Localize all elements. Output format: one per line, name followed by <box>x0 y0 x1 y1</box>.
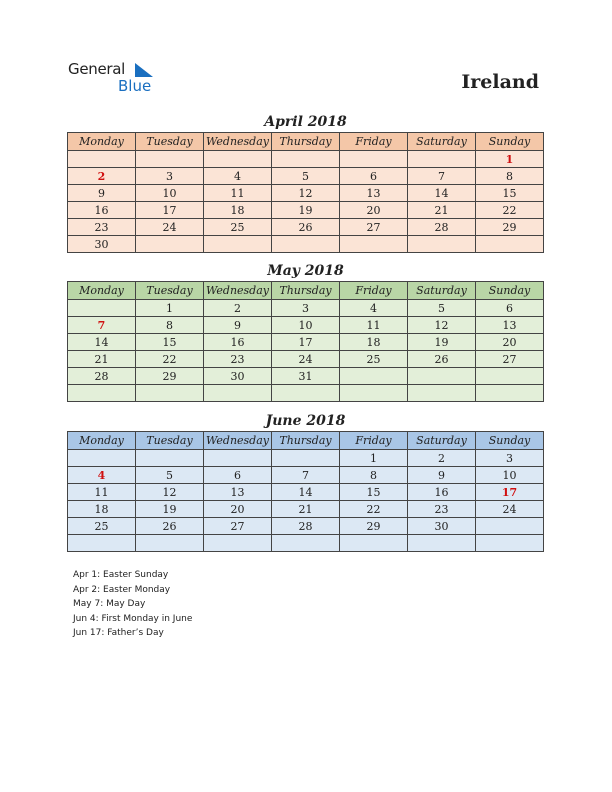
logo-triangle-icon <box>135 63 153 77</box>
day-cell: 5 <box>272 168 340 185</box>
empty-day-cell <box>272 535 340 552</box>
day-cell: 20 <box>340 202 408 219</box>
week-row <box>68 467 544 484</box>
week-row <box>68 185 544 202</box>
empty-day-cell <box>408 151 476 168</box>
empty-day-cell <box>68 385 136 402</box>
day-cell: 25 <box>68 518 136 535</box>
empty-day-cell <box>68 300 136 317</box>
day-cell: 2 <box>204 300 272 317</box>
day-cell: 11 <box>204 185 272 202</box>
day-cell: 30 <box>204 368 272 385</box>
weekday-header: Monday <box>68 432 136 450</box>
day-cell: 18 <box>68 501 136 518</box>
day-cell: 6 <box>340 168 408 185</box>
day-cell: 7 <box>408 168 476 185</box>
day-cell: 21 <box>272 501 340 518</box>
day-cell: 26 <box>272 219 340 236</box>
week-row <box>68 317 544 334</box>
day-cell: 16 <box>68 202 136 219</box>
empty-day-cell <box>476 535 544 552</box>
month-title: May 2018 <box>267 263 344 279</box>
day-cell: 22 <box>136 351 204 368</box>
day-cell: 3 <box>136 168 204 185</box>
empty-day-cell <box>476 236 544 253</box>
week-row <box>68 484 544 501</box>
weekday-header: Thursday <box>272 432 340 450</box>
day-cell: 27 <box>204 518 272 535</box>
day-cell: 18 <box>340 334 408 351</box>
day-cell: 10 <box>272 317 340 334</box>
day-cell: 14 <box>272 484 340 501</box>
day-cell: 10 <box>476 467 544 484</box>
day-cell: 12 <box>272 185 340 202</box>
day-cell: 19 <box>408 334 476 351</box>
weekday-header-row <box>68 432 544 450</box>
week-row <box>68 385 544 402</box>
day-cell: 26 <box>408 351 476 368</box>
day-cell: 28 <box>408 219 476 236</box>
day-cell: 13 <box>340 185 408 202</box>
day-cell: 4 <box>340 300 408 317</box>
empty-day-cell <box>476 385 544 402</box>
day-cell: 25 <box>204 219 272 236</box>
weekday-header: Friday <box>340 133 408 151</box>
weekday-header: Thursday <box>272 282 340 300</box>
weekday-header: Tuesday <box>136 133 204 151</box>
empty-day-cell <box>204 535 272 552</box>
day-cell: 11 <box>68 484 136 501</box>
day-cell: 12 <box>136 484 204 501</box>
week-row <box>68 151 544 168</box>
day-cell: 13 <box>204 484 272 501</box>
day-cell: 19 <box>272 202 340 219</box>
day-cell: 13 <box>476 317 544 334</box>
day-cell: 23 <box>68 219 136 236</box>
empty-day-cell <box>204 450 272 467</box>
day-cell: 5 <box>408 300 476 317</box>
empty-day-cell <box>272 151 340 168</box>
weekday-header: Friday <box>340 432 408 450</box>
day-cell: 17 <box>476 484 544 501</box>
day-cell: 16 <box>408 484 476 501</box>
day-cell: 24 <box>136 219 204 236</box>
empty-day-cell <box>204 385 272 402</box>
empty-day-cell <box>204 151 272 168</box>
holiday-notes <box>73 568 192 641</box>
weekday-header-row <box>68 133 544 151</box>
weekday-header: Saturday <box>408 432 476 450</box>
day-cell: 1 <box>136 300 204 317</box>
holiday-note: Apr 1: Easter Sunday <box>73 570 169 580</box>
week-row <box>68 219 544 236</box>
day-cell: 3 <box>476 450 544 467</box>
empty-day-cell <box>68 535 136 552</box>
day-cell: 6 <box>204 467 272 484</box>
empty-day-cell <box>272 385 340 402</box>
day-cell: 30 <box>408 518 476 535</box>
day-cell: 29 <box>340 518 408 535</box>
day-cell: 20 <box>204 501 272 518</box>
holiday-note: May 7: May Day <box>73 599 146 609</box>
month-grid <box>67 132 544 253</box>
day-cell: 26 <box>136 518 204 535</box>
empty-day-cell <box>476 518 544 535</box>
day-cell: 24 <box>272 351 340 368</box>
week-row <box>68 351 544 368</box>
day-cell: 15 <box>476 185 544 202</box>
general-blue-logo <box>68 60 168 96</box>
day-cell: 25 <box>340 351 408 368</box>
empty-day-cell <box>136 151 204 168</box>
day-cell: 7 <box>272 467 340 484</box>
empty-day-cell <box>408 385 476 402</box>
empty-day-cell <box>340 236 408 253</box>
day-cell: 14 <box>68 334 136 351</box>
empty-day-cell <box>340 385 408 402</box>
empty-day-cell <box>68 151 136 168</box>
day-cell: 7 <box>68 317 136 334</box>
empty-day-cell <box>68 450 136 467</box>
day-cell: 4 <box>68 467 136 484</box>
day-cell: 27 <box>340 219 408 236</box>
day-cell: 10 <box>136 185 204 202</box>
calendar-may <box>67 261 544 402</box>
empty-day-cell <box>136 385 204 402</box>
day-cell: 19 <box>136 501 204 518</box>
weekday-header: Thursday <box>272 133 340 151</box>
week-row <box>68 535 544 552</box>
day-cell: 22 <box>476 202 544 219</box>
weekday-header: Sunday <box>476 282 544 300</box>
day-cell: 5 <box>136 467 204 484</box>
week-row <box>68 300 544 317</box>
day-cell: 15 <box>340 484 408 501</box>
empty-day-cell <box>136 535 204 552</box>
day-cell: 1 <box>476 151 544 168</box>
week-row <box>68 450 544 467</box>
empty-day-cell <box>340 151 408 168</box>
logo-text-general: General <box>68 60 126 78</box>
day-cell: 28 <box>68 368 136 385</box>
day-cell: 12 <box>408 317 476 334</box>
day-cell: 2 <box>68 168 136 185</box>
empty-day-cell <box>136 236 204 253</box>
weekday-header: Wednesday <box>204 282 272 300</box>
empty-day-cell <box>136 450 204 467</box>
month-grid <box>67 431 544 552</box>
day-cell: 21 <box>68 351 136 368</box>
month-grid <box>67 281 544 402</box>
empty-day-cell <box>272 236 340 253</box>
day-cell: 17 <box>136 202 204 219</box>
empty-day-cell <box>272 450 340 467</box>
empty-day-cell <box>340 535 408 552</box>
week-row <box>68 518 544 535</box>
week-row <box>68 202 544 219</box>
weekday-header-row <box>68 282 544 300</box>
holiday-note: Jun 17: Father’s Day <box>73 628 164 638</box>
empty-day-cell <box>408 236 476 253</box>
day-cell: 18 <box>204 202 272 219</box>
week-row <box>68 168 544 185</box>
weekday-header: Wednesday <box>204 133 272 151</box>
empty-day-cell <box>408 535 476 552</box>
day-cell: 20 <box>476 334 544 351</box>
day-cell: 8 <box>340 467 408 484</box>
day-cell: 27 <box>476 351 544 368</box>
empty-day-cell <box>408 368 476 385</box>
calendar-april <box>67 112 544 253</box>
weekday-header: Tuesday <box>136 432 204 450</box>
day-cell: 8 <box>476 168 544 185</box>
country-title: Ireland <box>461 71 539 93</box>
calendar-june <box>67 411 544 552</box>
day-cell: 29 <box>136 368 204 385</box>
day-cell: 11 <box>340 317 408 334</box>
weekday-header: Monday <box>68 133 136 151</box>
empty-day-cell <box>340 368 408 385</box>
day-cell: 3 <box>272 300 340 317</box>
weekday-header: Wednesday <box>204 432 272 450</box>
day-cell: 1 <box>340 450 408 467</box>
holiday-note: Apr 2: Easter Monday <box>73 584 171 595</box>
day-cell: 21 <box>408 202 476 219</box>
weekday-header: Sunday <box>476 432 544 450</box>
empty-day-cell <box>204 236 272 253</box>
day-cell: 29 <box>476 219 544 236</box>
day-cell: 9 <box>68 185 136 202</box>
day-cell: 15 <box>136 334 204 351</box>
day-cell: 30 <box>68 236 136 253</box>
day-cell: 9 <box>408 467 476 484</box>
day-cell: 23 <box>204 351 272 368</box>
logo-text-blue: Blue <box>118 77 152 95</box>
week-row <box>68 236 544 253</box>
weekday-header: Monday <box>68 282 136 300</box>
weekday-header: Sunday <box>476 133 544 151</box>
day-cell: 22 <box>340 501 408 518</box>
day-cell: 24 <box>476 501 544 518</box>
day-cell: 28 <box>272 518 340 535</box>
day-cell: 8 <box>136 317 204 334</box>
day-cell: 23 <box>408 501 476 518</box>
week-row <box>68 501 544 518</box>
week-row <box>68 368 544 385</box>
day-cell: 4 <box>204 168 272 185</box>
weekday-header: Saturday <box>408 282 476 300</box>
day-cell: 31 <box>272 368 340 385</box>
weekday-header: Tuesday <box>136 282 204 300</box>
week-row <box>68 334 544 351</box>
holiday-note: Jun 4: First Monday in June <box>73 613 193 624</box>
day-cell: 17 <box>272 334 340 351</box>
empty-day-cell <box>476 368 544 385</box>
day-cell: 9 <box>204 317 272 334</box>
day-cell: 14 <box>408 185 476 202</box>
month-title: June 2018 <box>265 413 346 429</box>
month-title: April 2018 <box>264 114 347 130</box>
day-cell: 2 <box>408 450 476 467</box>
day-cell: 16 <box>204 334 272 351</box>
weekday-header: Friday <box>340 282 408 300</box>
weekday-header: Saturday <box>408 133 476 151</box>
day-cell: 6 <box>476 300 544 317</box>
